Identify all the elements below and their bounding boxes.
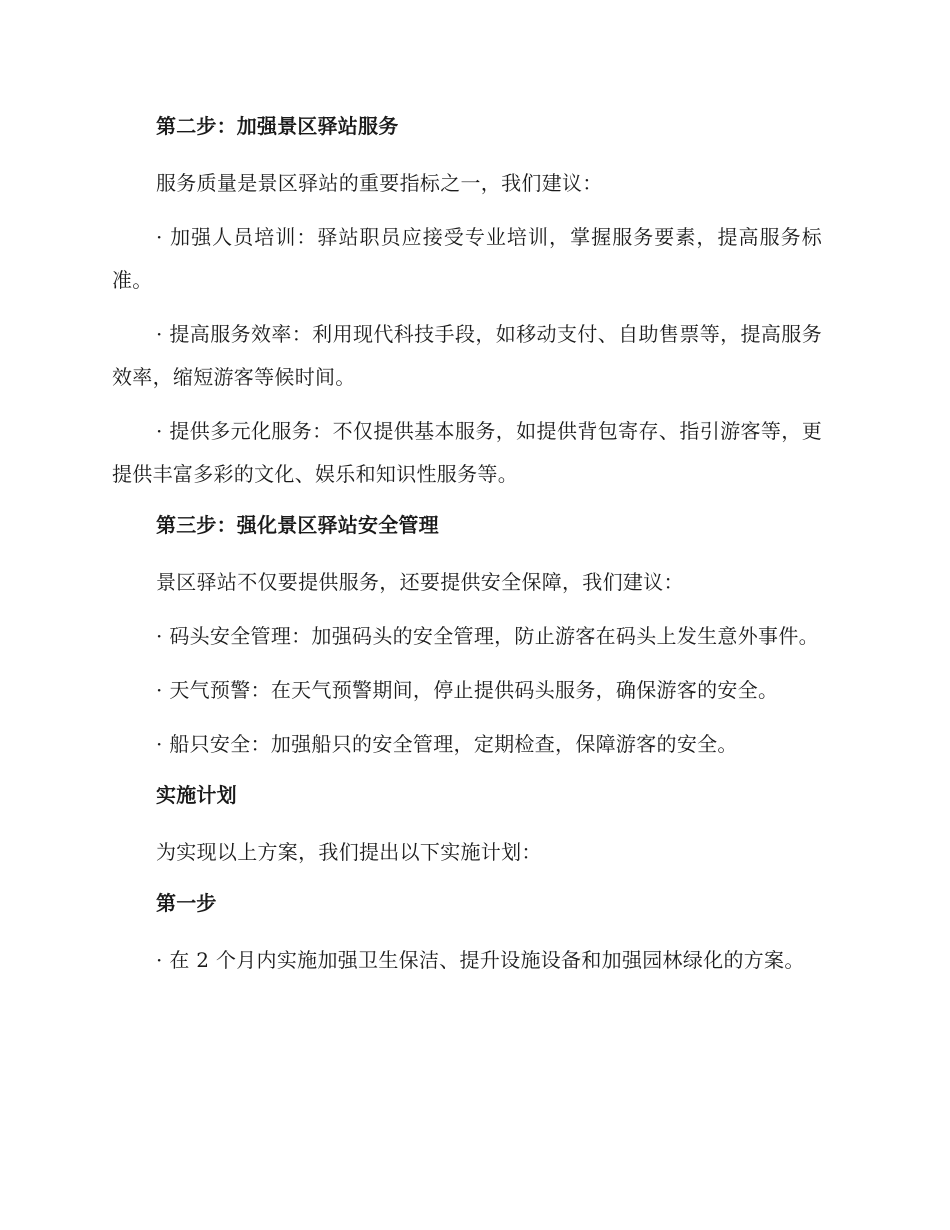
bullet-dock-safety: · 码头安全管理：加强码头的安全管理，防止游客在码头上发生意外事件。	[156, 624, 819, 648]
section-heading-step-three: 第三步：强化景区驿站安全管理	[156, 513, 439, 537]
paragraph-service-intro: 服务质量是景区驿站的重要指标之一，我们建议：	[156, 171, 603, 195]
paragraph-plan-intro: 为实现以上方案，我们提出以下实施计划：	[156, 840, 542, 864]
bullet-two-month-plan: · 在 2 个月内实施加强卫生保洁、提升设施设备和加强园林绿化的方案。	[156, 948, 805, 972]
section-heading-step-two: 第二步：加强景区驿站服务	[156, 114, 399, 138]
section-heading-implementation-plan: 实施计划	[156, 783, 237, 807]
bullet-diversified-services: · 提供多元化服务：不仅提供基本服务，如提供背包寄存、指引游客等，更提供丰富多彩的文化、娱乐和知识性服务等。	[112, 419, 822, 486]
bullet-boat-safety: · 船只安全：加强船只的安全管理，定期检查，保障游客的安全。	[156, 732, 738, 756]
section-heading-step-one: 第一步	[156, 891, 217, 915]
paragraph-safety-intro: 景区驿站不仅要提供服务，还要提供安全保障，我们建议：	[156, 570, 684, 594]
document-body	[112, 108, 822, 993]
bullet-weather-warning: · 天气预警：在天气预警期间，停止提供码头服务，确保游客的安全。	[156, 678, 779, 702]
bullet-staff-training: · 加强人员培训：驿站职员应接受专业培训，掌握服务要素，提高服务标准。	[112, 225, 822, 292]
bullet-service-efficiency: · 提高服务效率：利用现代科技手段，如移动支付、自助售票等，提高服务效率，缩短游客等候时间。	[112, 322, 822, 389]
